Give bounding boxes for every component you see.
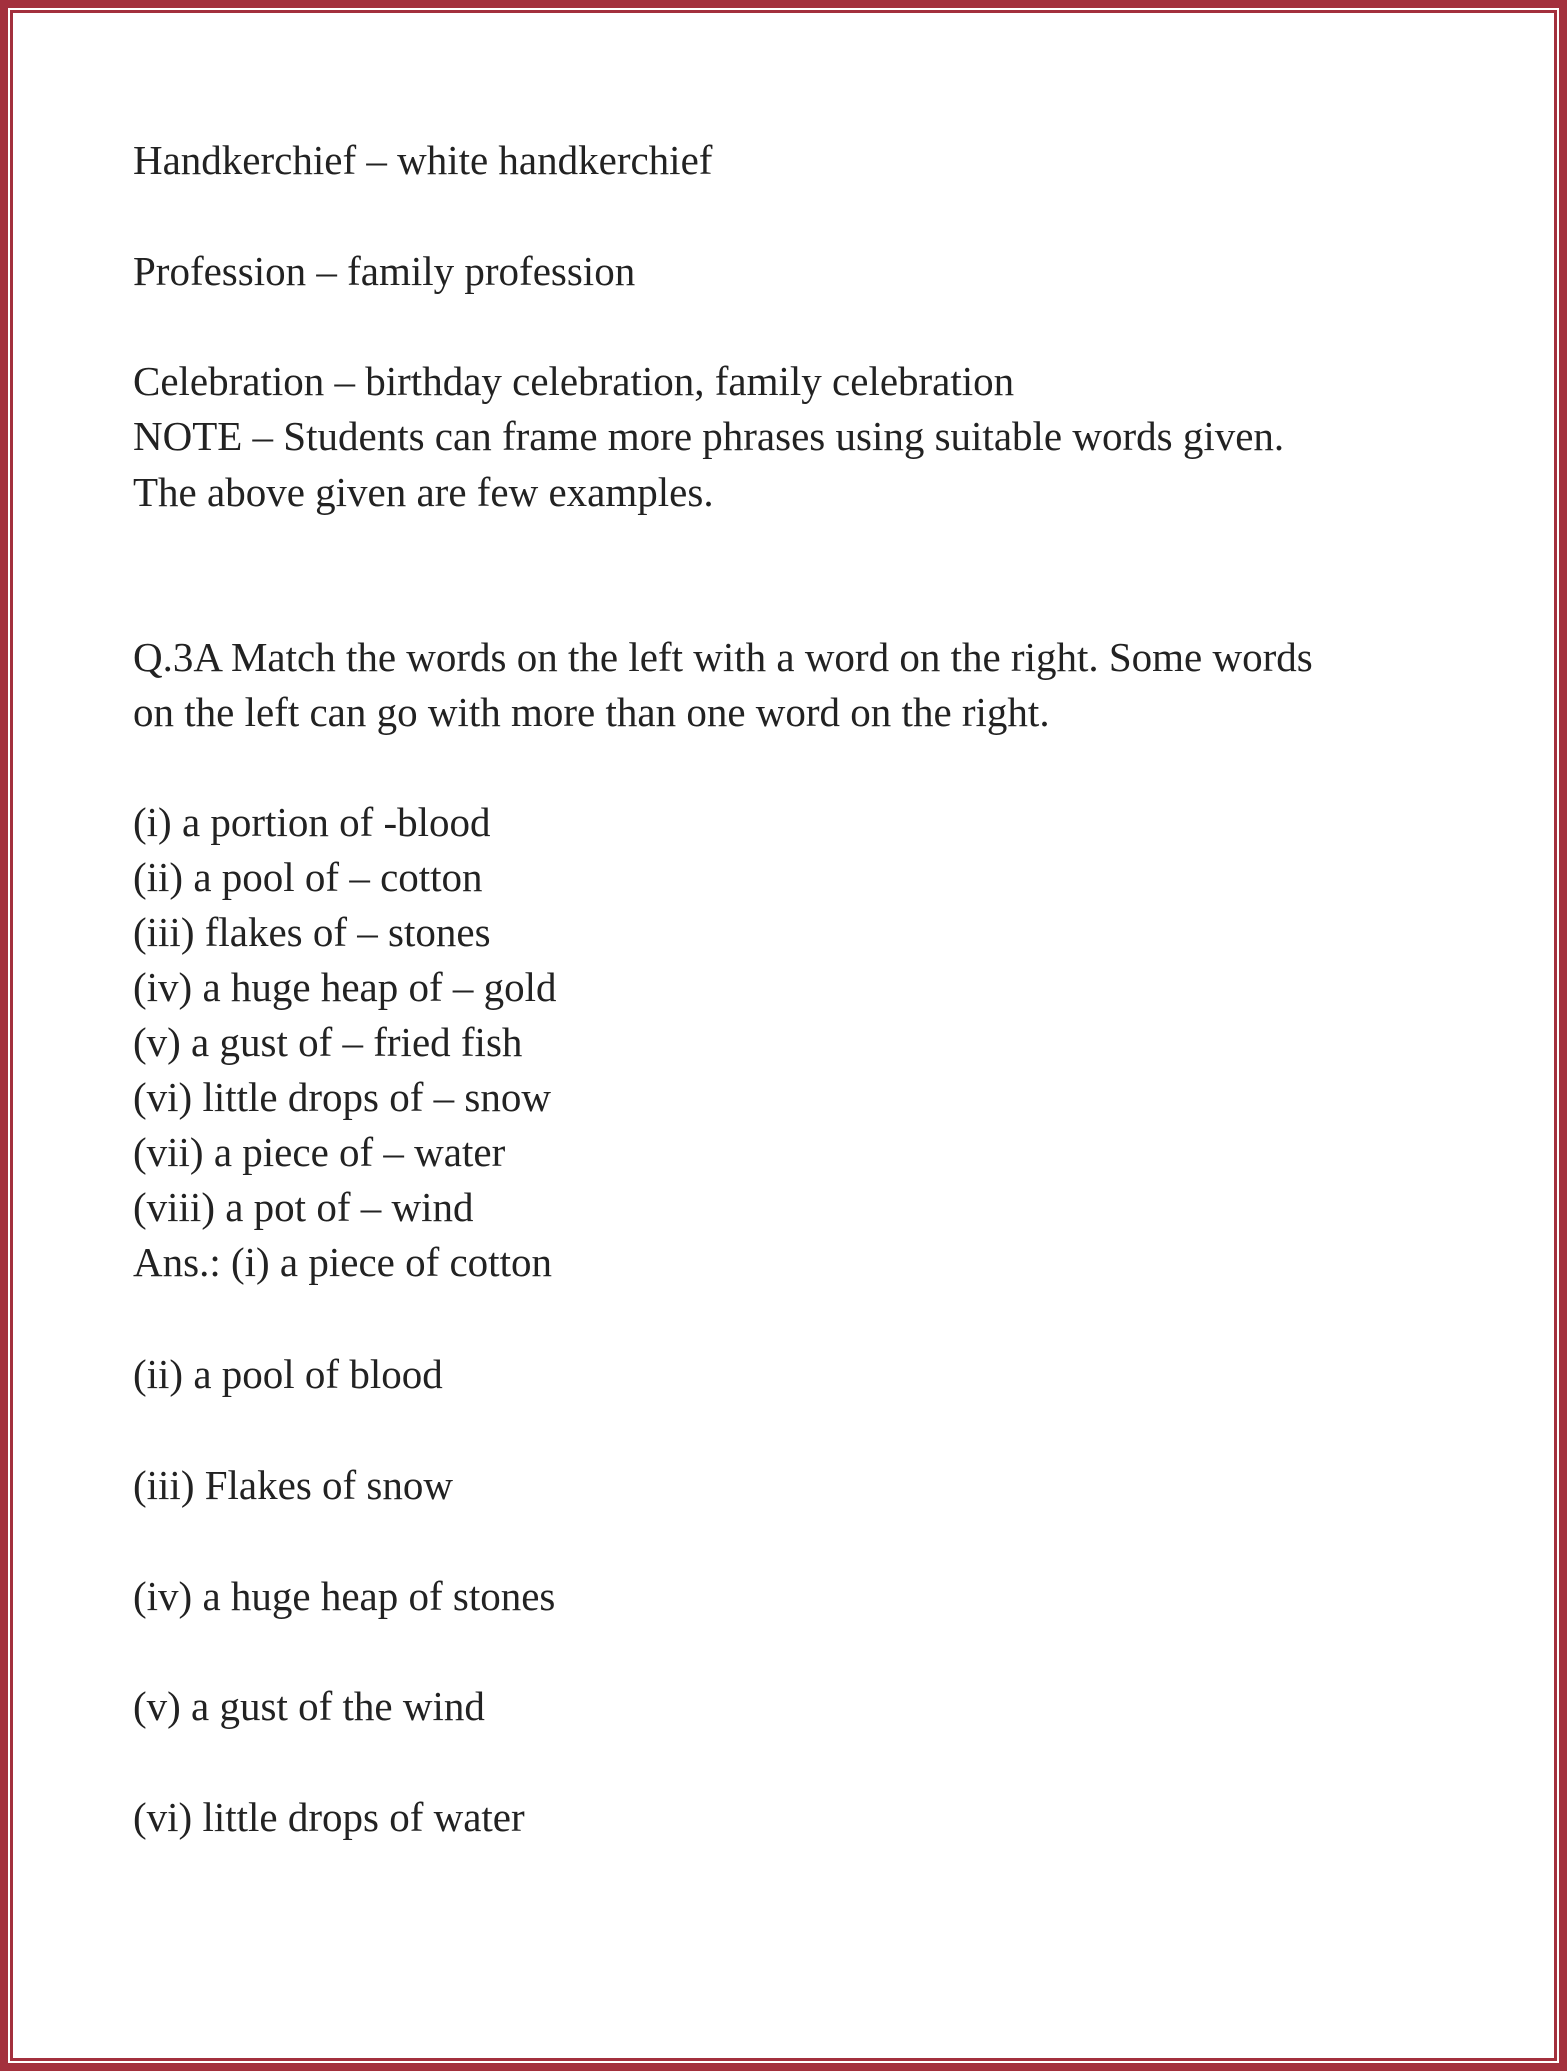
match-item: (vii) a piece of – water	[133, 1129, 506, 1175]
question-3a-line-1: Q.3A Match the words on the left with a word on the right. Some words	[133, 634, 1313, 680]
match-item: (v) a gust of – fried fish	[133, 1019, 523, 1065]
answer-item: (vi) little drops of water	[133, 1794, 525, 1840]
phrase-handkerchief: Handkerchief – white handkerchief	[133, 137, 713, 183]
answer-item: Ans.: (i) a piece of cotton	[133, 1239, 552, 1285]
answer-item: (iv) a huge heap of stones	[133, 1573, 556, 1619]
answer-item: (iii) Flakes of snow	[133, 1462, 453, 1508]
phrase-profession: Profession – family profession	[133, 248, 636, 294]
note-line-1: NOTE – Students can frame more phrases using suitable words given.	[133, 413, 1285, 459]
match-item: (i) a portion of -blood	[133, 799, 491, 845]
match-item: (iv) a huge heap of – gold	[133, 964, 557, 1010]
match-item: (viii) a pot of – wind	[133, 1184, 474, 1230]
match-item: (iii) flakes of – stones	[133, 909, 491, 955]
note-line-2: The above given are few examples.	[133, 469, 714, 515]
answer-item: (ii) a pool of blood	[133, 1351, 443, 1397]
question-3a-line-2: on the left can go with more than one word on the right.	[133, 689, 1050, 735]
match-item: (ii) a pool of – cotton	[133, 854, 483, 900]
match-item: (vi) little drops of – snow	[133, 1074, 551, 1120]
phrase-celebration: Celebration – birthday celebration, family celebration	[133, 358, 1015, 404]
answer-item: (v) a gust of the wind	[133, 1683, 485, 1729]
